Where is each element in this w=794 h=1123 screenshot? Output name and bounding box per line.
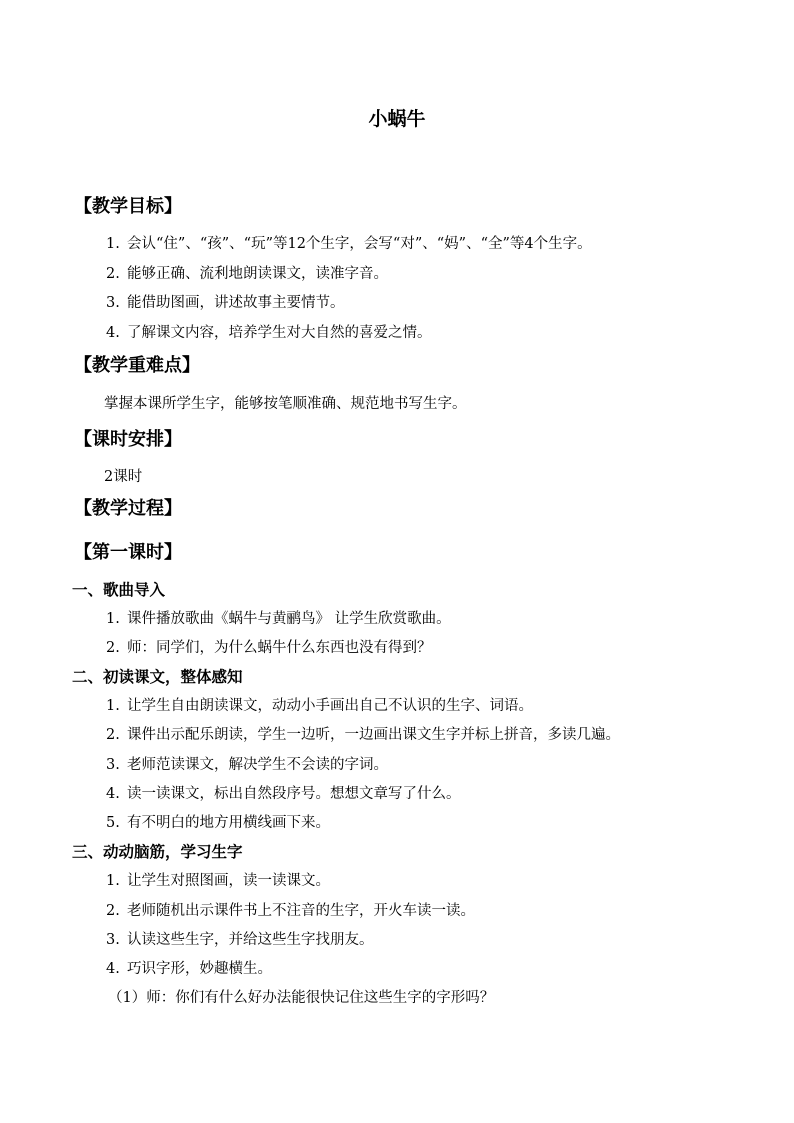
list-item xyxy=(106,811,330,832)
list-item xyxy=(106,782,461,803)
list-item xyxy=(106,753,388,774)
item-number: 2. xyxy=(106,640,120,656)
item-text: 老师范读课文，解决学生不会读的字词。 xyxy=(127,757,388,773)
list-item xyxy=(106,321,432,342)
list-item xyxy=(106,262,388,283)
key-points-text: 掌握本课所学生字，能够按笔顺准确、规范地书写生字。 xyxy=(104,396,467,412)
item-text: 让学生自由朗读课文，动动小手画出自己不认识的生字、词语。 xyxy=(127,698,533,714)
list-item xyxy=(106,694,533,715)
item-text: 有不明白的地方用横线画下来。 xyxy=(127,815,330,831)
item-number: 2. xyxy=(106,727,120,743)
item-number: 1. xyxy=(106,873,120,889)
list-item xyxy=(106,723,620,744)
item-text: 让学生对照图画，读一读课文。 xyxy=(127,873,330,889)
item-number: 1. xyxy=(106,611,120,627)
heading-teaching-goals: 【教学目标】 xyxy=(74,196,182,217)
item-number: 4. xyxy=(106,961,120,977)
item-text: 师：同学们，为什么蜗牛什么东西也没有得到？ xyxy=(127,640,432,656)
item-number: 1. xyxy=(106,236,120,252)
item-number: 3. xyxy=(106,757,120,773)
item-number: 2. xyxy=(106,266,120,282)
page-title: 小蜗牛 xyxy=(368,108,426,130)
part-title: 一、歌曲导入 xyxy=(72,581,166,599)
item-text: 巧识字形，妙趣横生。 xyxy=(127,961,272,977)
part-title: 二、初读课文，整体感知 xyxy=(72,668,243,686)
list-item xyxy=(106,636,432,657)
item-text: 课件出示配乐朗读，学生一边听，一边画出课文生字并标上拼音，多读几遍。 xyxy=(127,727,620,743)
list-item xyxy=(106,869,330,890)
item-text: 认读这些生字，并给这些生字找朋友。 xyxy=(127,932,374,948)
item-text: 课件播放歌曲《蜗牛与黄鹂鸟》 让学生欣赏歌曲。 xyxy=(127,611,451,627)
item-text: 能借助图画，讲述故事主要情节。 xyxy=(127,295,345,311)
list-item xyxy=(106,899,475,920)
item-number: 2. xyxy=(106,903,120,919)
item-number: 3. xyxy=(106,932,120,948)
item-text: 老师随机出示课件书上不注音的生字，开火车读一读。 xyxy=(127,903,475,919)
item-number: 1. xyxy=(106,698,120,714)
heading-schedule: 【课时安排】 xyxy=(74,429,182,450)
item-number: 4. xyxy=(106,325,120,341)
item-number: 5. xyxy=(106,815,120,831)
item-text: 读一读课文，标出自然段序号。想想文章写了什么。 xyxy=(127,786,461,802)
heading-process: 【教学过程】 xyxy=(74,498,182,519)
heading-lesson-1: 【第一课时】 xyxy=(74,542,182,563)
item-text: 能够正确、流利地朗读课文，读准字音。 xyxy=(127,266,388,282)
list-item xyxy=(106,232,592,253)
item-text: 了解课文内容，培养学生对大自然的喜爱之情。 xyxy=(127,325,432,341)
item-text: 会认“住”、“孩”、“玩”等12个生字，会写“对”、“妈”、“全”等4个生字。 xyxy=(127,236,592,252)
list-item xyxy=(106,607,451,628)
list-item xyxy=(106,928,374,949)
list-item xyxy=(106,957,272,978)
list-item xyxy=(106,291,345,312)
part-title: 三、动动脑筋，学习生字 xyxy=(72,843,243,861)
sub-item-text: （1）师：你们有什么好办法能很快记住这些生字的字形吗？ xyxy=(108,990,495,1006)
schedule-text: 2课时 xyxy=(104,469,143,485)
item-number: 4. xyxy=(106,786,120,802)
item-number: 3. xyxy=(106,295,120,311)
heading-key-points: 【教学重难点】 xyxy=(74,355,200,376)
